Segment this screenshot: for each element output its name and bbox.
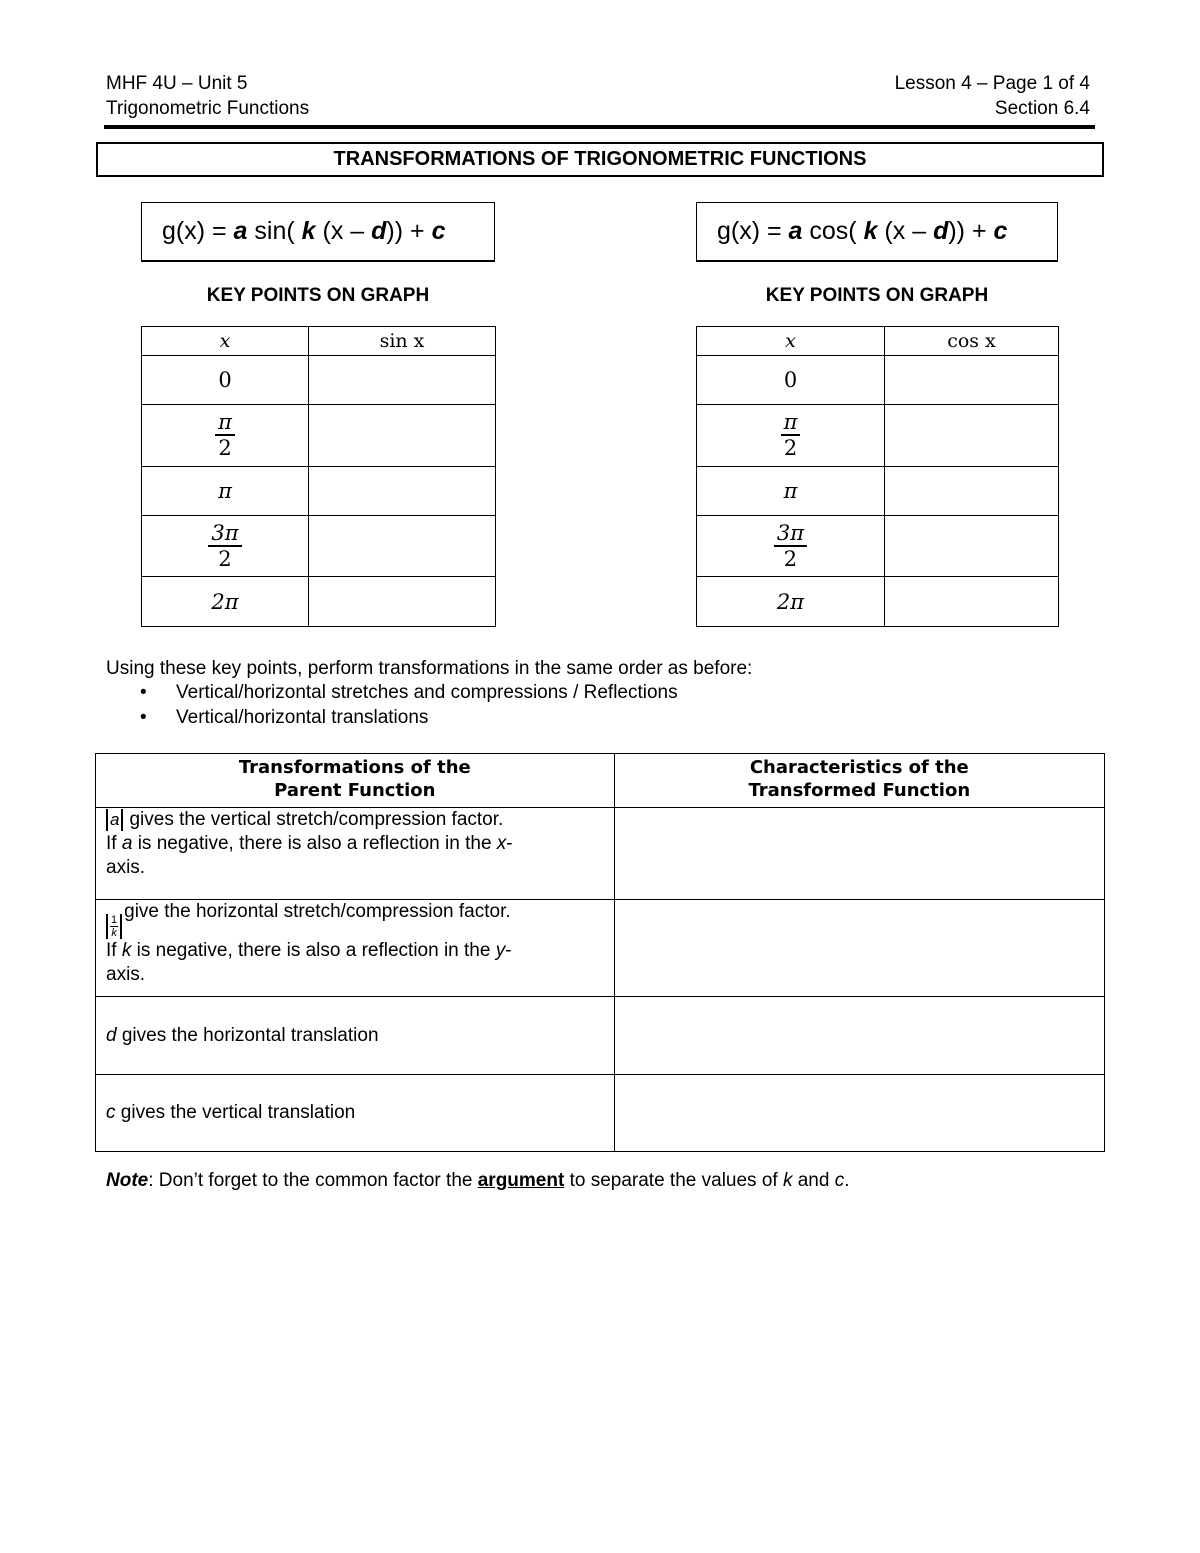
row-k-description: $\frac{1}{k}$ give the horizontal stretch/compression factor. If k is negative, there is also a reflection in the y- axis. [96,900,615,997]
x-value: $\frac{\pi}{2}$ [697,405,885,467]
section-number: Section 6.4 [994,98,1090,119]
blank-cell[interactable] [885,516,1059,577]
header-transformed-function: Characteristics of the Transformed Function [614,754,1104,808]
col-x-header: x [697,327,885,356]
table-row [697,405,1059,467]
blank-cell[interactable] [309,405,496,467]
table-header-row [142,327,496,356]
cos-key-points-table [696,326,1059,627]
table-header-row [697,327,1059,356]
x-value: 0 [142,356,309,405]
transformations-table [95,753,1105,1152]
table-row [96,997,1105,1075]
table-row [697,516,1059,577]
instructions-intro: Using these key points, perform transformations in the same order as before: [106,658,753,679]
sin-formula: g(x) = a sin( k (x – d)) + c [162,217,446,245]
header-divider [104,125,1095,129]
x-value: 0 [697,356,885,405]
table-header-row [96,754,1105,808]
bullet-icon: • [140,682,147,703]
blank-cell[interactable] [614,997,1104,1075]
table-row [96,1075,1105,1152]
table-row [142,516,496,577]
table-row [142,405,496,467]
table-row [142,577,496,627]
table-row [142,356,496,405]
course-code: MHF 4U – Unit 5 [106,73,248,94]
blank-cell[interactable] [309,577,496,627]
x-value: $\frac{3\pi}{2}$ [142,516,309,577]
col-sin-header: sin x [309,327,496,356]
note-label: Note [106,1170,149,1191]
row-d-description: d gives the horizontal translation [96,997,615,1075]
blank-cell[interactable] [614,808,1104,900]
table-row [697,467,1059,516]
page-title [96,142,1104,177]
note: Note: Don’t forget to the common factor the argument to separate the values of k and c. [106,1170,850,1191]
page-header-right [895,71,1090,121]
blank-cell[interactable] [885,467,1059,516]
bullet-icon: • [140,707,147,728]
x-value: π [142,467,309,516]
blank-cell[interactable] [614,1075,1104,1152]
col-cos-header: cos x [885,327,1059,356]
x-value: π [697,467,885,516]
lesson-page: Lesson 4 – Page 1 of 4 [894,73,1090,94]
x-value: 2π [697,577,885,627]
table-row [96,900,1105,997]
blank-cell[interactable] [309,516,496,577]
row-c-description: c gives the vertical translation [96,1075,615,1152]
blank-cell[interactable] [309,467,496,516]
blank-cell[interactable] [614,900,1104,997]
page-header-left [106,71,309,121]
header-parent-function: Transformations of the Parent Function [96,754,615,808]
col-x-header: x [142,327,309,356]
x-value: $\frac{\pi}{2}$ [142,405,309,467]
abs-a-symbol: a [106,809,123,831]
note-emphasis: argument [477,1170,565,1191]
abs-one-over-k-symbol: $\frac{1}{k}$ [106,914,122,939]
sin-key-points-title: KEY POINTS ON GRAPH [206,285,430,306]
cos-formula: g(x) = a cos( k (x – d)) + c [717,217,1008,245]
blank-cell[interactable] [309,356,496,405]
cos-formula-box [696,202,1058,262]
row-a-description: a gives the vertical stretch/compression factor. If a is negative, there is also a reflection in the x- axis. [96,808,615,900]
cos-key-points-title: KEY POINTS ON GRAPH [765,285,989,306]
x-value: $\frac{3\pi}{2}$ [697,516,885,577]
table-row [142,467,496,516]
x-value: 2π [142,577,309,627]
blank-cell[interactable] [885,405,1059,467]
table-row [697,356,1059,405]
sin-key-points-table [141,326,496,627]
table-row [96,808,1105,900]
table-row [697,577,1059,627]
bullet-item: • Vertical/horizontal translations [140,707,429,728]
sin-formula-box [141,202,495,262]
blank-cell[interactable] [885,356,1059,405]
bullet-item: • Vertical/horizontal stretches and compressions / Reflections [140,682,678,703]
blank-cell[interactable] [885,577,1059,627]
unit-title: Trigonometric Functions [106,98,310,119]
page-title-text: TRANSFORMATIONS OF TRIGONOMETRIC FUNCTIONS [333,148,867,170]
